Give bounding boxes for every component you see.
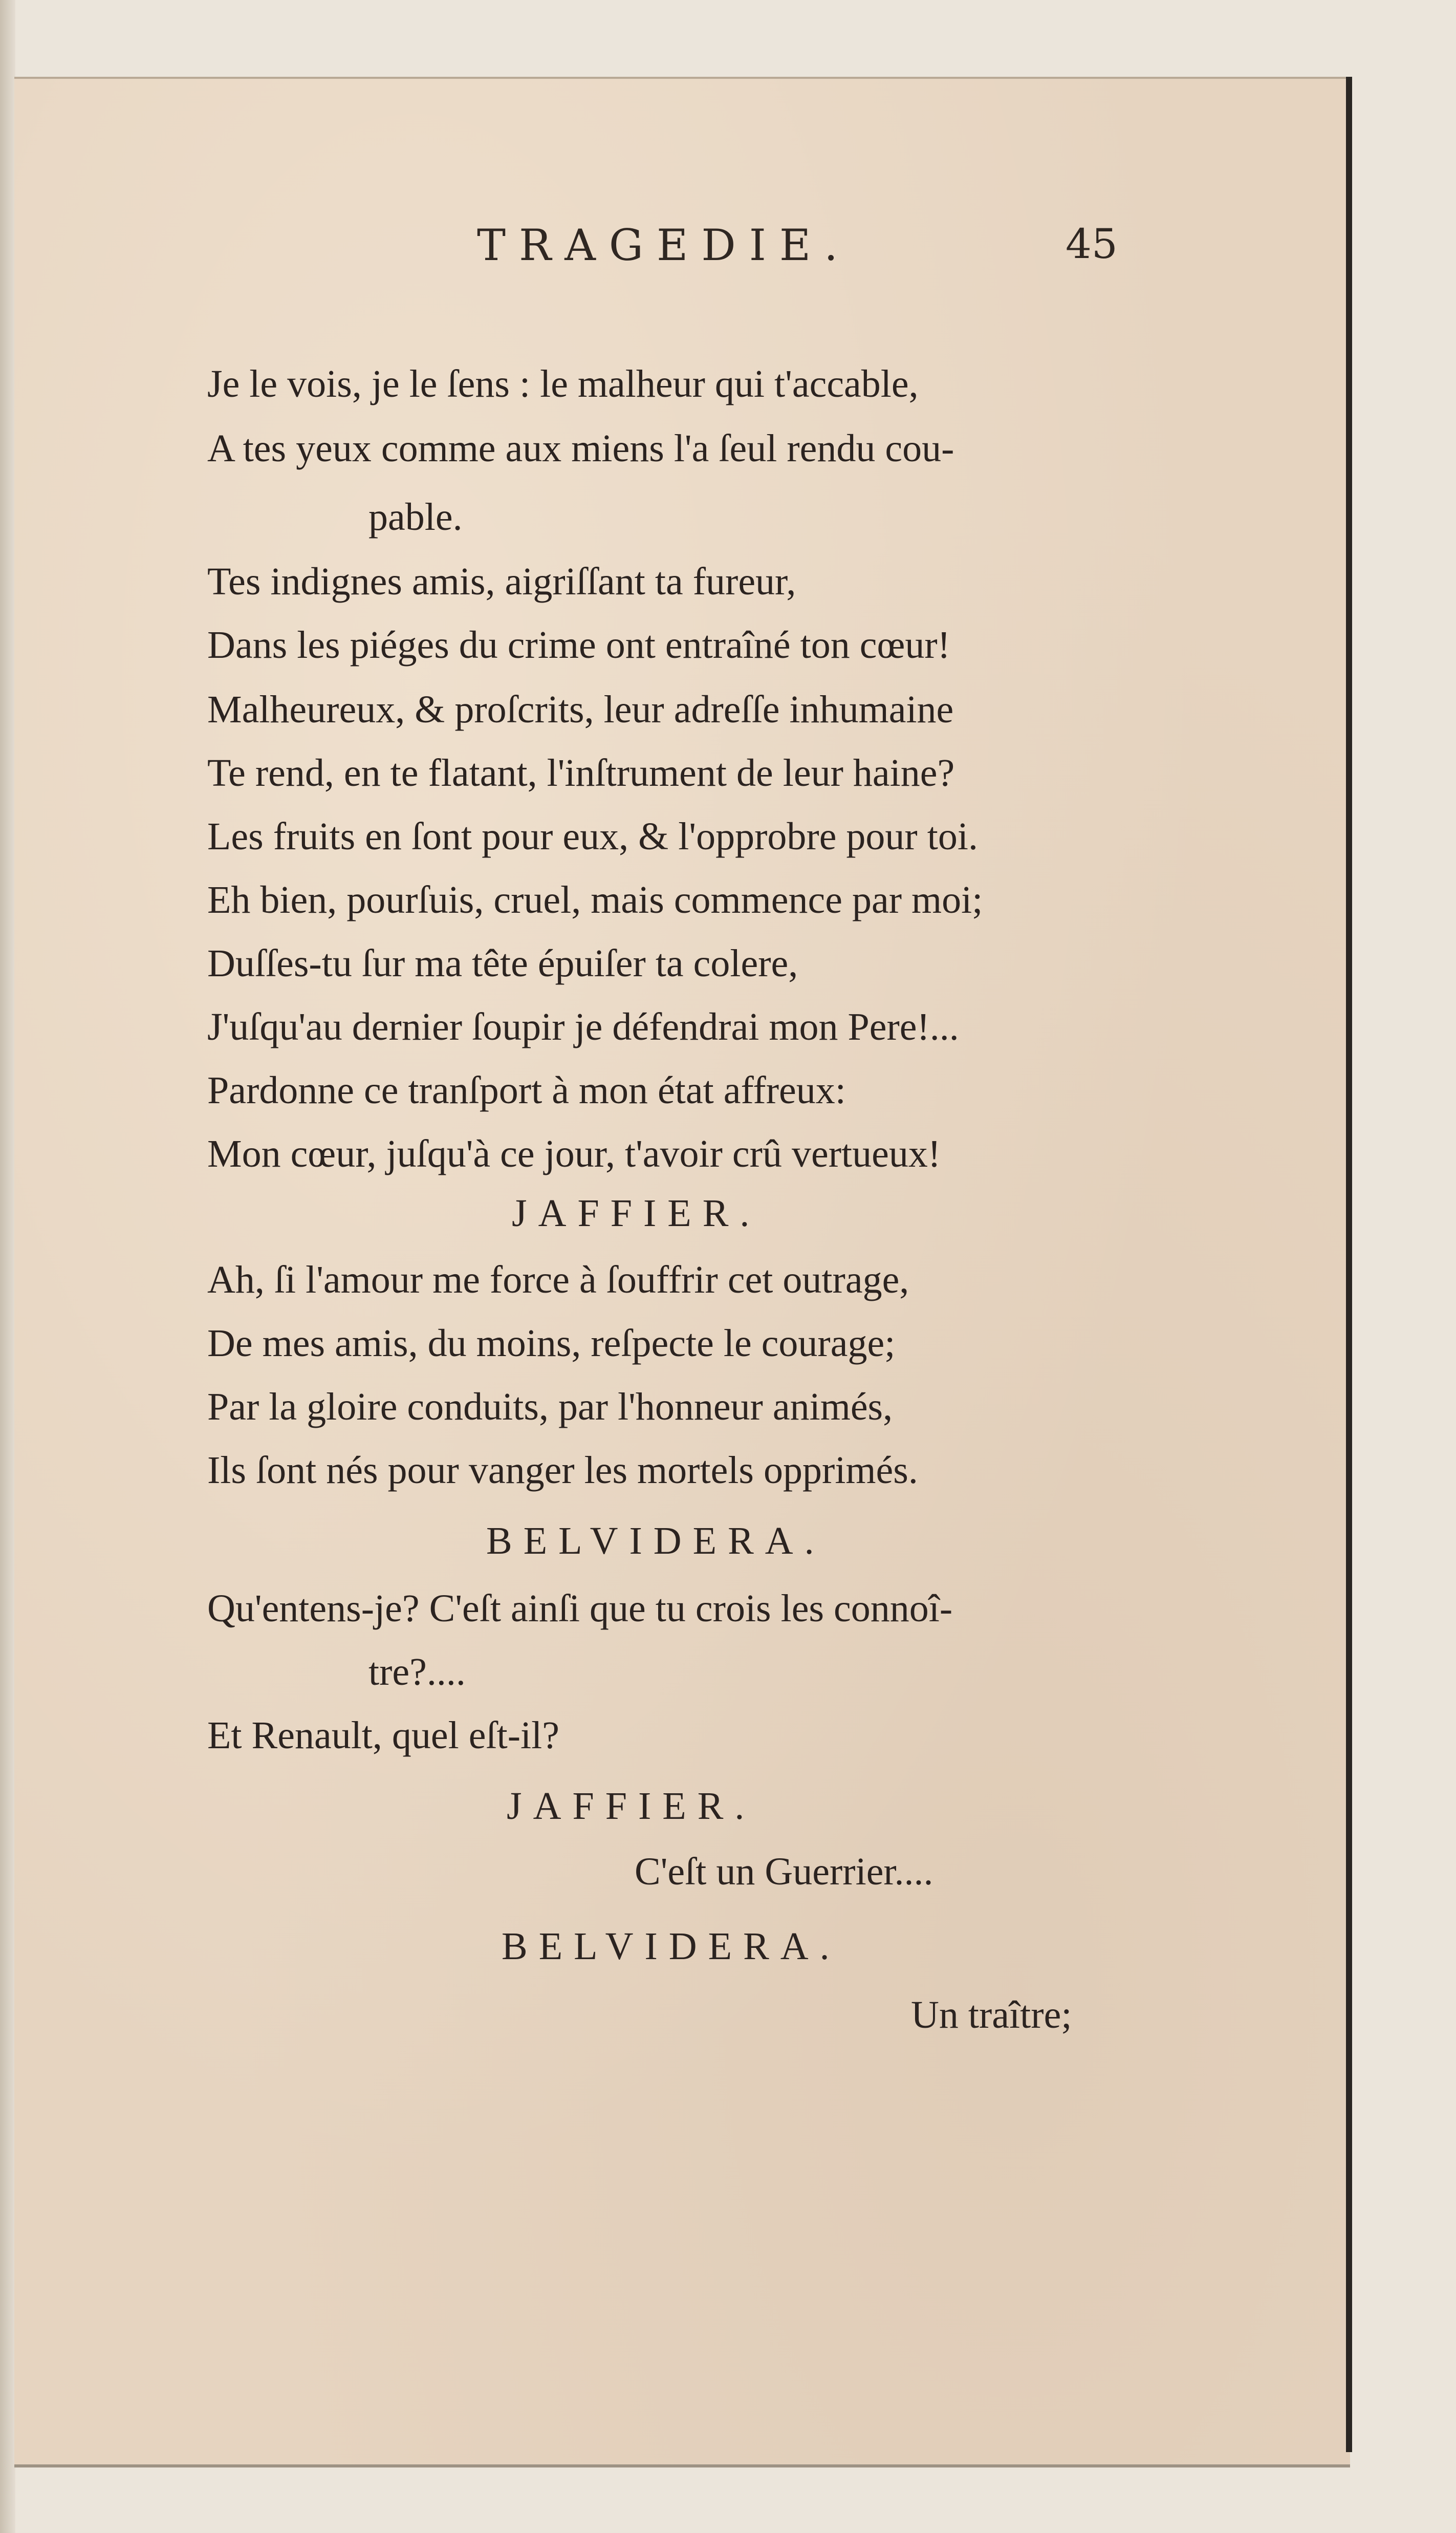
verse-line: Malheureux, & proſcrits, leur adreſſe inhumaine (207, 688, 954, 731)
verse-line: Ils ſont nés pour vanger les mortels opprimés. (207, 1449, 918, 1492)
page-edge-shadow (1346, 77, 1352, 2452)
verse-line: Dans les piéges du crime ont entraîné ton cœur! (207, 624, 950, 667)
verse-line: J'uſqu'au dernier ſoupir je défendrai mon Pere!... (207, 1005, 959, 1048)
verse-line: Et Renault, quel eſt-il? (207, 1714, 560, 1757)
page-number: 45 (1066, 220, 1118, 268)
verse-line: Duſſes-tu ſur ma tête épuiſer ta colere, (207, 942, 798, 985)
verse-line: Qu'entens-je? C'eſt ainſi que tu crois les connoî- (207, 1587, 953, 1630)
verse-line: Un traître; (911, 1993, 1072, 2036)
verse-line: pable. (368, 496, 463, 539)
verse-line: Tes indignes amis, aigriſſant ta fureur, (207, 560, 796, 603)
verse-line: C'eſt un Guerrier.... (635, 1850, 933, 1893)
speaker-name: BELVIDERA. (486, 1519, 825, 1562)
verse-line: Je le vois, je le ſens : le malheur qui t'accable, (207, 362, 919, 405)
verse-line: tre?.... (368, 1650, 466, 1693)
speaker-name: JAFFIER. (507, 1785, 756, 1828)
verse-line: A tes yeux comme aux miens l'a ſeul rendu cou- (207, 427, 954, 470)
verse-line: Ah, ſi l'amour me force à ſouffrir cet outrage, (207, 1258, 909, 1301)
verse-line: Eh bien, pourſuis, cruel, mais commence par moi; (207, 878, 983, 921)
speaker-name: JAFFIER. (512, 1192, 761, 1235)
speaker-name: BELVIDERA. (502, 1925, 841, 1968)
verse-line: Mon cœur, juſqu'à ce jour, t'avoir crû vertueux! (207, 1132, 941, 1175)
verse-line: Pardonne ce tranſport à mon état affreux: (207, 1069, 846, 1112)
verse-line: Te rend, en te flatant, l'inſtrument de leur haine? (207, 752, 955, 795)
verse-line: Par la gloire conduits, par l'honneur animés, (207, 1385, 893, 1428)
verse-line: De mes amis, du moins, reſpecte le courage; (207, 1322, 896, 1365)
verse-line: Les fruits en ſont pour eux, & l'opprobre pour toi. (207, 815, 978, 858)
running-head-title: TRAGEDIE. (477, 220, 851, 270)
